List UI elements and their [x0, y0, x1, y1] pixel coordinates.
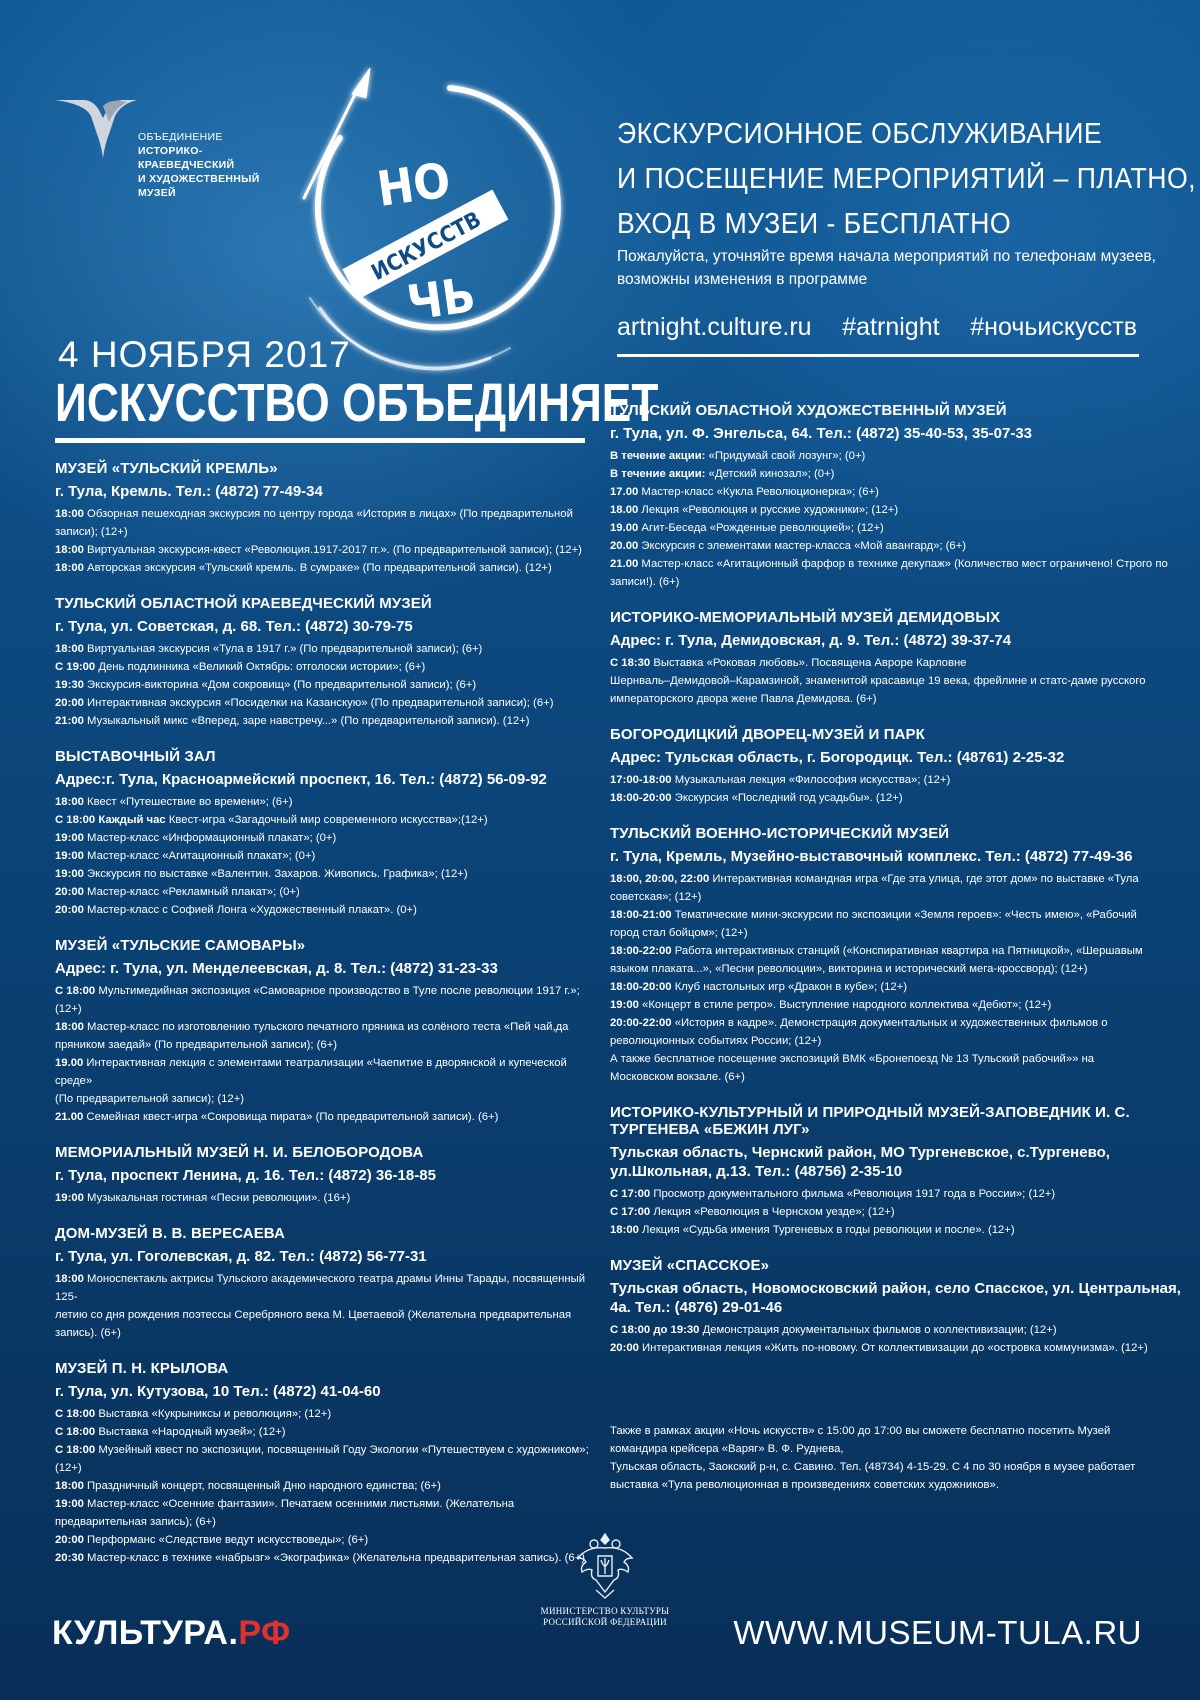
emblem-bottom: ЧЬ — [403, 266, 479, 332]
event-description: Выставка «Кукрыниксы и революция»; (12+) — [95, 1408, 332, 1420]
event-time: 21.00 — [55, 1111, 84, 1123]
event-description: Моноспектакль актрисы Тульского академического театра драмы Инны Тарады, посвященный 125- — [55, 1273, 586, 1303]
event-row — [55, 1405, 595, 1423]
event-row — [55, 883, 595, 901]
event-time: 20:00 — [55, 904, 84, 916]
event-time: 19:30 — [55, 679, 84, 691]
event-time: 19.00 — [610, 522, 639, 534]
event-time: 18:00 — [55, 643, 84, 655]
event-time: С 18:00 — [55, 1408, 96, 1420]
event-time: 20.00 — [610, 540, 639, 552]
event-description: Праздничный концерт, посвященный Дню народного единства; (6+) — [83, 1480, 441, 1492]
event-time: С 17:00 — [610, 1206, 651, 1218]
event-description: «Придумай свой лозунг»; (0+) — [705, 450, 866, 462]
museum-title: ТУЛЬСКИЙ ОБЛАСТНОЙ КРАЕВЕДЧЕСКИЙ МУЗЕЙ — [55, 595, 432, 612]
event-row — [55, 1477, 595, 1495]
event-row — [610, 996, 1190, 1014]
event-description: город стал бойцом»; (12+) — [610, 927, 748, 939]
event-description: Экскурсия с элементами мастер-класса «Мой авангард»; (6+) — [638, 540, 967, 552]
event-row — [55, 658, 595, 676]
event-description: Интерактивная лекция «Жить по-новому. От коллективизации до «островка коммунизма». (12+) — [638, 1342, 1148, 1354]
event-row — [610, 1185, 1190, 1203]
event-row — [55, 1054, 595, 1090]
event-time: 20:30 — [55, 1552, 84, 1564]
event-time: 18:00-22:00 — [610, 945, 672, 957]
museum-address: Адрес: Тульская область, г. Богородицк. Тел.: (48761) 2-25-32 — [610, 749, 1065, 766]
event-time: 17.00 — [610, 486, 639, 498]
event-description: Выставка «Народный музей»; (12+) — [95, 1426, 286, 1438]
event-time: С 18:00 — [55, 1426, 96, 1438]
event-row — [610, 537, 1190, 555]
event-time: 18:00 — [55, 1480, 84, 1492]
event-time: 20:00 — [55, 697, 84, 709]
event-time: С 19:00 — [55, 661, 96, 673]
museum-section — [55, 595, 595, 730]
event-row — [610, 1068, 1190, 1086]
social-links — [617, 313, 1137, 342]
russian-coat-of-arms-icon — [574, 1528, 636, 1600]
event-row — [55, 505, 595, 523]
event-row — [55, 694, 595, 712]
event-description: Мастер-класс по изготовлению тульского печатного пряника из солёного теста «Пей чай,да — [83, 1021, 569, 1033]
event-time: С 18:00 — [55, 1444, 96, 1456]
kultura-text: КУЛЬТУРА. — [52, 1614, 239, 1652]
event-row — [55, 541, 595, 559]
event-time: 18:00 — [55, 562, 84, 574]
event-row — [610, 555, 1190, 591]
event-description: Клуб настольных игр «Дракон в кубе»; (12+) — [671, 981, 908, 993]
event-time: 19:00 — [55, 1192, 84, 1204]
museum-title: МЕМОРИАЛЬНЫЙ МУЗЕЙ Н. И. БЕЛОБОРОДОВА — [55, 1144, 424, 1161]
event-description: Виртуальная экскурсия-квест «Революция.1917-2017 гг.». (По предварительной записи); (12+) — [83, 544, 582, 556]
hashtag-link[interactable]: #atrnight — [842, 313, 940, 341]
event-description: Агит-Беседа «Рожденные революцией»; (12+) — [638, 522, 884, 534]
museum-section — [610, 1104, 1190, 1239]
event-row — [610, 1339, 1190, 1357]
event-time: 18:00-20:00 — [610, 792, 672, 804]
event-description: Интерактивная лекция с элементами театрализации «Чаепитие в дворянской и купеческой среде» — [55, 1057, 567, 1087]
divider — [55, 438, 585, 443]
ministry-line: МИНИСТЕРСТВО КУЛЬТУРЫ — [540, 1606, 670, 1616]
event-description: «Концерт в стиле ретро». Выступление народного коллектива «Дебют»; (12+) — [638, 999, 1052, 1011]
event-description: Мастер-класс «Осенние фантазии». Печатаем осенними листьями. (Желательна предварительная запись); (6+) — [55, 1498, 515, 1528]
event-row — [610, 1014, 1190, 1032]
event-row — [610, 924, 1190, 942]
left-column — [55, 460, 595, 1585]
event-description: Музыкальный микс «Вперед, заре навстречу...» (По предварительной записи). (12+) — [83, 715, 530, 727]
event-description: Московском вокзале. (6+) — [610, 1071, 745, 1083]
footnote-line: Тульская область, Заокский р-н, с. Савино. Тел. (48734) 4-15-29. С 4 по 30 ноября в музее работает — [610, 1461, 1136, 1473]
event-description: Шернваль–Демидовой–Карамзиной, знаменитой красавице 19 века, фрейлине и статс-даме русского — [610, 675, 1146, 687]
event-description: Интерактивная командная игра «Где эта улица, где этот дом» по выставке «Тула — [709, 873, 1139, 885]
museum-title: БОГОРОДИЦКИЙ ДВОРЕЦ-МУЗЕЙ И ПАРК — [610, 726, 925, 743]
logo-line: МУЗЕЙ — [138, 187, 176, 199]
disclaimer-line: Пожалуйста, уточняйте время начала мероприятий по телефонам музеев, — [617, 248, 1156, 265]
museum-section — [55, 1225, 595, 1342]
divider — [617, 354, 1139, 357]
event-row — [55, 901, 595, 919]
event-time: 19:00 — [610, 999, 639, 1011]
notice-line: ЭКСКУРСИОННОЕ ОБСЛУЖИВАНИЕ — [617, 118, 1103, 150]
logo-line: И ХУДОЖЕСТВЕННЫЙ — [138, 173, 260, 185]
event-row — [55, 1549, 595, 1567]
event-row — [55, 1018, 595, 1036]
logo-line: КРАЕВЕДЧЕСКИЙ — [138, 159, 235, 171]
event-row — [610, 870, 1190, 888]
museum-address: г. Тула, ул. Гоголевская, д. 82. Тел.: (4872) 56-77-31 — [55, 1248, 427, 1265]
event-time: 18:00 — [55, 508, 84, 520]
event-row — [610, 1050, 1190, 1068]
event-description: Лекция «Революция в Чернском уезде»; (12+) — [650, 1206, 895, 1218]
footnote-line: Также в рамках акции «Ночь искусств» с 15:00 до 17:00 вы сможете бесплатно посетить Музей — [610, 1425, 1111, 1437]
kultura-rf-text: РФ — [238, 1614, 291, 1652]
museum-address: г. Тула, ул. Кутузова, 10 Тел.: (4872) 41-04-60 — [55, 1383, 381, 1400]
event-time: 19.00 — [55, 1057, 84, 1069]
event-description: Квест «Путешествие во времени»; (6+) — [83, 796, 293, 808]
event-description: Музыкальная гостиная «Песни революции». (16+) — [83, 1192, 351, 1204]
event-date: 4 НОЯБРЯ 2017 — [58, 334, 351, 375]
event-description: Мультимедийная экспозиция «Самоварное производство в Туле после революции 1917 г.»; (12+) — [55, 985, 580, 1015]
museum-logo-text — [138, 130, 260, 200]
event-time: С 18:00 — [55, 985, 96, 997]
event-row — [610, 888, 1190, 906]
event-row — [55, 811, 595, 829]
footnote — [610, 1422, 1170, 1494]
event-description: Мастер-класс с Софией Лонга «Художественный плакат». (0+) — [83, 904, 417, 916]
event-row — [55, 1531, 595, 1549]
hashtag-link[interactable]: #ночьискусств — [970, 313, 1137, 341]
museum-address: Тульская область, Новомосковский район, село Спасское, ул. Центральная, 4а. Тел.: (4876) 29-01-46 — [610, 1280, 1181, 1316]
event-time: 18:00 — [55, 1021, 84, 1033]
event-row — [610, 1203, 1190, 1221]
event-description: императорского двора жене Павла Демидова. (6+) — [610, 693, 877, 705]
ministry-line: РОССИЙСКОЙ ФЕДЕРАЦИИ — [543, 1617, 667, 1627]
event-row — [610, 483, 1190, 501]
event-description: А также бесплатное посещение экспозиций ВМК «Бронепоезд № 13 Тульский рабочий»» на — [610, 1053, 1095, 1065]
event-description: Экскурсия-викторина «Дом сокровищ» (По предварительной записи); (6+) — [83, 679, 477, 691]
event-description: Мастер-класс «Агитационный плакат»; (0+) — [83, 850, 316, 862]
museum-address: Адрес: г. Тула, ул. Менделеевская, д. 8. Тел.: (4872) 31-23-33 — [55, 960, 498, 977]
disclaimer-line: возможны изменения в программе — [617, 271, 868, 288]
event-row — [55, 712, 595, 730]
notice-line: И ПОСЕЩЕНИЕ МЕРОПРИЯТИЙ – ПЛАТНО, — [617, 163, 1197, 195]
event-row — [55, 1423, 595, 1441]
event-description: революционных событиях России; (12+) — [610, 1035, 822, 1047]
event-row — [610, 465, 1190, 483]
event-time: С 18:00 до 19:30 — [610, 1324, 700, 1336]
museum-section — [55, 937, 595, 1126]
event-row — [610, 519, 1190, 537]
event-description: Тематические мини-экскурсии по экспозиции «Земля героев»: «Честь имею», «Рабочий — [671, 909, 1137, 921]
footnote-line: командира крейсера «Варяг» В. Ф. Руднева, — [610, 1443, 844, 1455]
event-row — [55, 1189, 595, 1207]
event-row — [55, 1108, 595, 1126]
event-time: С 18:00 Каждый час — [55, 814, 166, 826]
event-description: Обзорная пешеходная экскурсия по центру города «История в лицах» (По предварительной — [83, 508, 573, 520]
event-description: Музейный квест по экспозиции, посвященный Году Экологии «Путешествуем с художником»; (12+) — [55, 1444, 589, 1474]
admission-notice — [617, 112, 1197, 247]
kultura-rf-logo[interactable] — [52, 1614, 291, 1653]
event-row — [55, 793, 595, 811]
event-description: Лекция «Судьба имения Тургеневых в годы революции и после». (12+) — [638, 1224, 1015, 1236]
event-time: 18:00, 20:00, 22:00 — [610, 873, 710, 885]
event-time: 20:00 — [610, 1342, 639, 1354]
event-row — [610, 978, 1190, 996]
event-description: Квест-игра «Загадочный мир современного искусства»;(12+) — [165, 814, 488, 826]
museum-section — [55, 460, 595, 577]
event-row — [610, 789, 1190, 807]
event-description: (По предварительной записи); (12+) — [55, 1093, 245, 1105]
footnote-line: выставка «Тула революционная в произведениях советских художников». — [610, 1479, 999, 1491]
museum-title: МУЗЕЙ П. Н. КРЫЛОВА — [55, 1360, 229, 1377]
event-time: 19:00 — [55, 832, 84, 844]
event-row — [55, 982, 595, 1018]
event-description: советская»; (12+) — [610, 891, 702, 903]
museum-address: г. Тула, Кремль. Тел.: (4872) 77-49-34 — [55, 483, 323, 500]
event-description: Выставка «Роковая любовь». Посвящена Авроре Карловне — [650, 657, 967, 669]
event-row — [55, 676, 595, 694]
event-time: 19:00 — [55, 868, 84, 880]
event-description: летию со дня рождения поэтессы Серебряного века М. Цветаевой (Желательна предварительная запись). (6+) — [55, 1309, 572, 1339]
event-row — [610, 654, 1190, 672]
event-description: Демонстрация документальных фильмов о коллективизации; (12+) — [699, 1324, 1057, 1336]
notice-line: ВХОД В МУЗЕИ - БЕСПЛАТНО — [617, 208, 1012, 240]
event-time: 17:00-18:00 — [610, 774, 672, 786]
museum-logo-icon — [55, 100, 145, 160]
museum-section — [55, 1144, 595, 1207]
museum-section — [610, 609, 1190, 708]
event-time: В течение акции: — [610, 450, 706, 462]
event-row — [610, 447, 1190, 465]
event-description: Просмотр документального фильма «Революция 1917 года в России»; (12+) — [650, 1188, 1056, 1200]
event-row — [610, 672, 1190, 690]
event-row — [610, 906, 1190, 924]
museum-address: Тульская область, Чернский район, МО Тургеневское, с.Тургенево, ул.Школьная, д.13. Тел.: (48756) 2-35-10 — [610, 1144, 1110, 1180]
event-row — [55, 1090, 595, 1108]
museum-title: ТУЛЬСКИЙ ОБЛАСТНОЙ ХУДОЖЕСТВЕННЫЙ МУЗЕЙ — [610, 402, 1007, 419]
event-description: Мастер-класс «Кукла Революционерка»; (6+) — [638, 486, 879, 498]
event-time: 18:00 — [55, 796, 84, 808]
event-description: Мастер-класс в технике «набрызг» «Экографика» (Желательна предварительная запись). (6+) — [83, 1552, 586, 1564]
event-time: 18:00-20:00 — [610, 981, 672, 993]
event-time: 20:00 — [55, 886, 84, 898]
event-time: 21:00 — [55, 715, 84, 727]
museum-address: г. Тула, Кремль, Музейно-выставочный комплекс. Тел.: (4872) 77-49-36 — [610, 848, 1133, 865]
event-time: 19:00 — [55, 850, 84, 862]
event-time: В течение акции: — [610, 468, 706, 480]
event-description: Мастер-класс «Информационный плакат»; (0+) — [83, 832, 337, 844]
event-description: языком плаката...», «Песни революции», викторина и исторический мега-кроссворд); (12+) — [610, 963, 1088, 975]
event-row — [55, 1306, 595, 1342]
museum-section — [610, 825, 1190, 1086]
event-description: Интерактивная экскурсия «Посиделки на Казанскую» (По предварительной записи); (6+) — [83, 697, 554, 709]
museum-title: МУЗЕЙ «ТУЛЬСКИЕ САМОВАРЫ» — [55, 937, 306, 954]
logo-line: ИСТОРИКО- — [138, 145, 203, 157]
event-row — [610, 960, 1190, 978]
event-description: Авторская экскурсия «Тульский кремль. В сумраке» (По предварительной записи). (12+) — [83, 562, 552, 574]
event-row — [610, 501, 1190, 519]
event-description: Экскурсия «Последний год усадьбы». (12+) — [671, 792, 903, 804]
event-time: С 17:00 — [610, 1188, 651, 1200]
event-description: Мастер-класс «Агитационный фарфор в технике декупаж» (Количество мест ограничено! Строго по записи!). (6+) — [610, 558, 1168, 588]
event-time: 19:00 — [55, 1498, 84, 1510]
event-description: Экскурсия по выставке «Валентин. Захаров. Живопись. Графика»; (12+) — [83, 868, 468, 880]
event-row — [610, 771, 1190, 789]
event-time: 18.00 — [610, 504, 639, 516]
event-description: День подлинника «Великий Октябрь: отголоски истории»; (6+) — [95, 661, 426, 673]
event-row — [610, 1321, 1190, 1339]
event-row — [55, 1441, 595, 1477]
event-time: 18:00 — [55, 1273, 84, 1285]
museum-title: ИСТОРИКО-КУЛЬТУРНЫЙ И ПРИРОДНЫЙ МУЗЕЙ-ЗАПОВЕДНИК И. С. ТУРГЕНЕВА «БЕЖИН ЛУГ» — [610, 1104, 1130, 1138]
museum-section — [610, 726, 1190, 807]
event-description: записи); (12+) — [55, 526, 128, 538]
event-row — [610, 690, 1190, 708]
event-time: 18:00 — [55, 544, 84, 556]
museum-title: МУЗЕЙ «ТУЛЬСКИЙ КРЕМЛЬ» — [55, 460, 278, 477]
museum-title: ИСТОРИКО-МЕМОРИАЛЬНЫЙ МУЗЕЙ ДЕМИДОВЫХ — [610, 609, 1001, 626]
event-row — [610, 1221, 1190, 1239]
museum-title: МУЗЕЙ «СПАССКОЕ» — [610, 1257, 770, 1274]
event-description: Работа интерактивных станций («Конспиративная квартира на Пятницкой», «Шершавым — [671, 945, 1143, 957]
ministry-logo — [530, 1528, 680, 1628]
logo-line: ОБЪЕДИНЕНИЕ — [138, 131, 223, 143]
event-description: Музыкальная лекция «Философия искусства»; (12+) — [671, 774, 951, 786]
headline: ИСКУССТВО ОБЪЕДИНЯЕТ — [55, 373, 659, 433]
event-row — [610, 1032, 1190, 1050]
museum-address: г. Тула, проспект Ленина, д. 16. Тел.: (4872) 36-18-85 — [55, 1167, 436, 1184]
museum-title: ТУЛЬСКИЙ ВОЕННО-ИСТОРИЧЕСКИЙ МУЗЕЙ — [610, 825, 950, 842]
museum-title: ДОМ-МУЗЕЙ В. В. ВЕРЕСАЕВА — [55, 1225, 285, 1242]
event-time: 20:00 — [55, 1534, 84, 1546]
schedule-disclaimer — [617, 245, 1177, 291]
museum-website-link[interactable]: WWW.MUSEUM-TULA.RU — [733, 1614, 1142, 1651]
event-time: 18:00 — [610, 1224, 639, 1236]
event-description: Семейная квест-игра «Сокровища пирата» (По предварительной записи). (6+) — [83, 1111, 499, 1123]
event-row — [55, 523, 595, 541]
emblem-top: НО — [373, 152, 454, 218]
emblem-middle: ИСКУССТВ — [367, 207, 486, 286]
event-description: Мастер-класс «Рекламный плакат»; (0+) — [83, 886, 300, 898]
museum-title: ВЫСТАВОЧНЫЙ ЗАЛ — [55, 748, 216, 765]
museum-section — [610, 1257, 1190, 1357]
museum-section — [55, 748, 595, 919]
event-row — [55, 1036, 595, 1054]
museum-section — [610, 402, 1190, 591]
event-time: 21.00 — [610, 558, 639, 570]
museum-address: г. Тула, ул. Советская, д. 68. Тел.: (4872) 30-79-75 — [55, 618, 413, 635]
event-row — [55, 1270, 595, 1306]
event-row — [55, 865, 595, 883]
event-row — [55, 559, 595, 577]
event-description: Виртуальная экскурсия «Тула в 1917 г.» (По предварительной записи); (6+) — [83, 643, 483, 655]
event-time: С 18:30 — [610, 657, 651, 669]
event-row — [610, 942, 1190, 960]
event-description: Лекция «Революция и русские художники»; (12+) — [638, 504, 899, 516]
event-row — [55, 847, 595, 865]
museum-section — [55, 1360, 595, 1567]
event-description: Перформанс «Следствие ведут искусствоведы»; (6+) — [83, 1534, 369, 1546]
event-description: «История в кадре». Демонстрация документальных и художественных фильмов о — [671, 1017, 1108, 1029]
museum-address: г. Тула, ул. Ф. Энгельса, 64. Тел.: (4872) 35-40-53, 35-07-33 — [610, 425, 1033, 442]
event-row — [55, 829, 595, 847]
website-link[interactable]: artnight.culture.ru — [617, 313, 812, 341]
event-row — [55, 640, 595, 658]
event-time: 18:00-21:00 — [610, 909, 672, 921]
event-description: пряником заедай» (По предварительной записи); (6+) — [55, 1039, 338, 1051]
museum-address: Адрес: г. Тула, Демидовская, д. 9. Тел.: (4872) 39-37-74 — [610, 632, 1012, 649]
museum-address: Адрес:г. Тула, Красноармейский проспект, 16. Тел.: (4872) 56-09-92 — [55, 771, 547, 788]
right-column — [610, 402, 1190, 1375]
event-row — [55, 1495, 595, 1531]
event-time: 20:00-22:00 — [610, 1017, 672, 1029]
event-description: «Детский кинозал»; (0+) — [705, 468, 835, 480]
